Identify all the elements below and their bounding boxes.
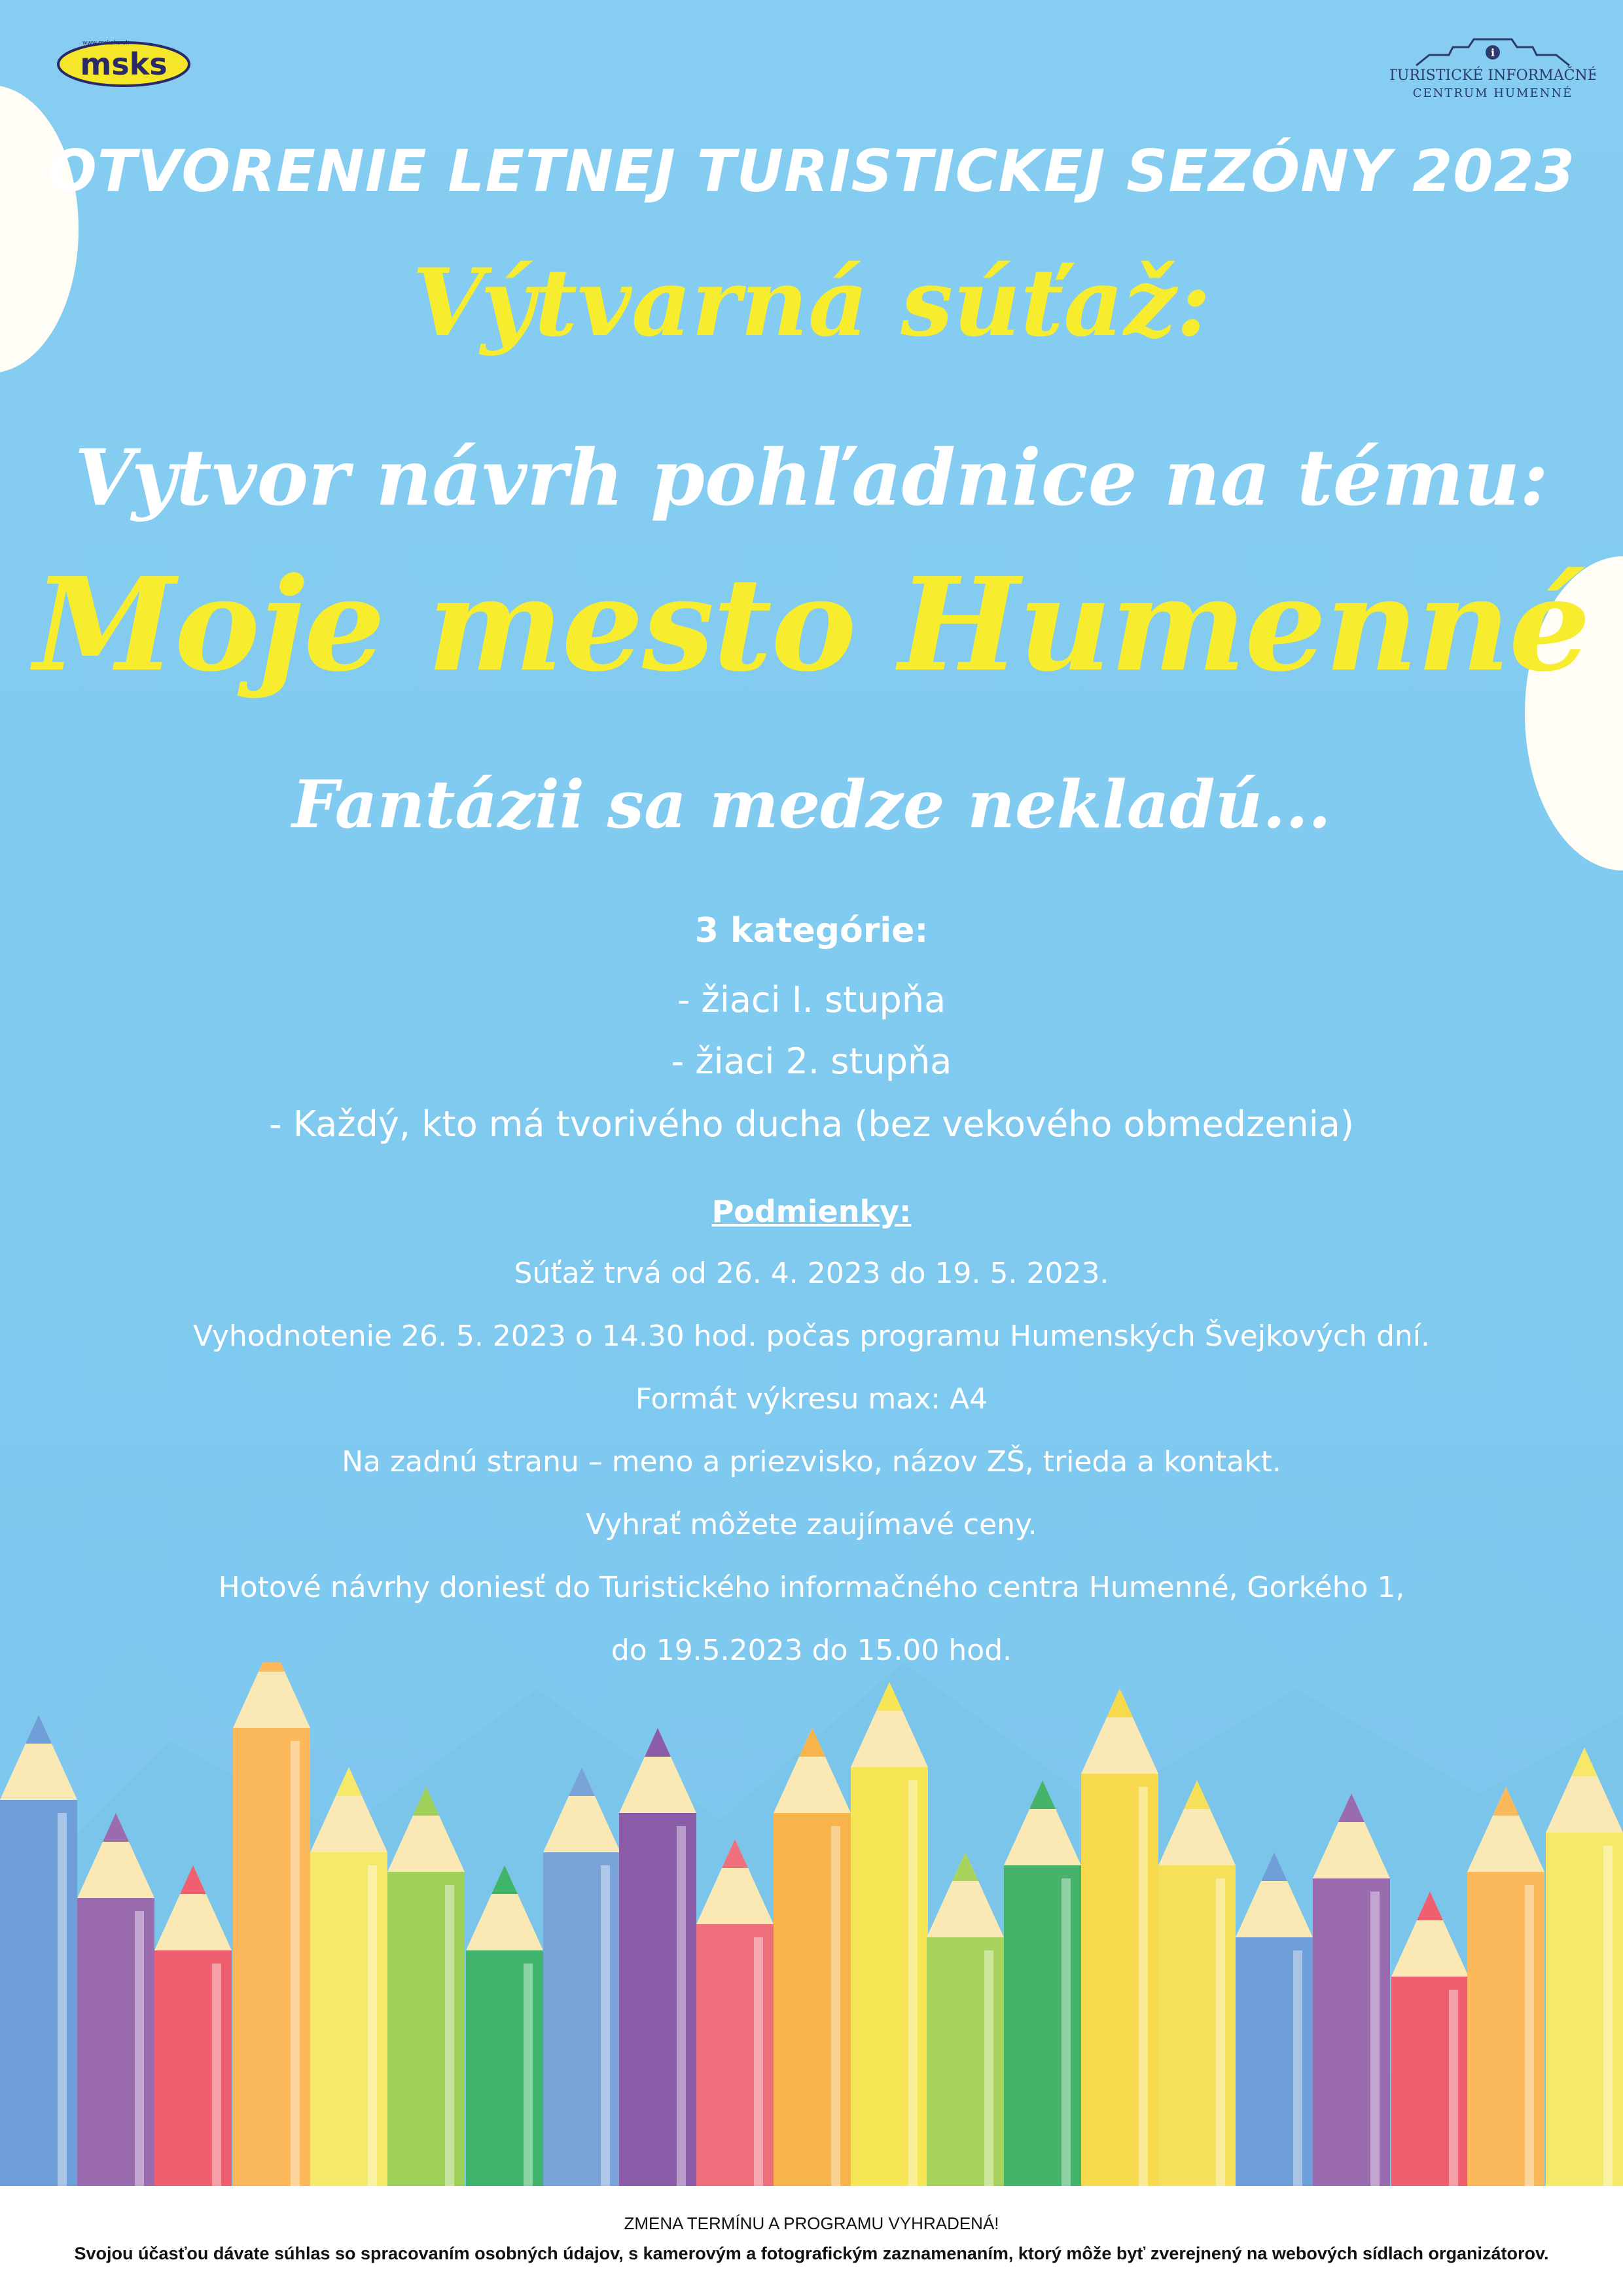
motto-heading: Fantázii sa medze nekladú... [292,766,1331,843]
condition-item: Vyhrať môžete zaujímavé ceny. [586,1508,1037,1541]
msks-logo-text: msks [80,46,168,82]
pencil [851,1682,928,2186]
pencil [1313,1793,1390,2186]
category-item: - žiaci I. stupňa [677,979,946,1020]
conditions-title: Podmienky: [711,1194,912,1229]
pencil [1081,1689,1158,2186]
pencil [774,1728,851,2186]
pencil [1391,1892,1469,2186]
pencil [233,1662,310,2186]
tic-logo-line1: TURISTICKÉ INFORMAČNÉ [1390,67,1596,84]
tic-logo [1390,33,1596,103]
svg-text:i: i [1490,46,1495,59]
pencil [387,1787,465,2186]
competition-heading: Výtvarná súťaž: [412,249,1211,357]
condition-item: Hotové návrhy doniesť do Turistického informačného centra Humenné, Gorkého 1, [218,1571,1405,1604]
theme-heading: Moje mesto Humenné [33,550,1590,700]
condition-item: do 19.5.2023 do 15.00 hod. [611,1634,1012,1667]
categories-title: 3 kategórie: [694,911,929,950]
pencil [1004,1780,1081,2186]
condition-item: Formát výkresu max: A4 [635,1382,988,1416]
pencil [466,1865,543,2186]
pencil [310,1767,387,2186]
pencil [927,1852,1004,2186]
pencil [1467,1787,1544,2186]
tic-logo-line2: CENTRUM HUMENNÉ [1412,86,1573,100]
pencil [1158,1780,1236,2186]
pencil [1546,1748,1623,2186]
msks-logo-url: www.msksha.sk [82,40,130,46]
pencil [543,1767,620,2186]
condition-item: Vyhodnotenie 26. 5. 2023 o 14.30 hod. počas programu Humenských Švejkových dní. [192,1319,1431,1353]
season-heading: OTVORENIE LETNEJ TURISTICKEJ SEZÓNY 2023 [47,137,1575,205]
pencils-illustration [0,1662,1623,2186]
msks-logo [56,37,191,88]
pencil [154,1865,232,2186]
pencil [619,1728,696,2186]
pencil [77,1813,154,2186]
pencil [1236,1852,1313,2186]
category-item: - žiaci 2. stupňa [671,1041,952,1082]
pencil [0,1715,77,2186]
task-heading: Vytvor návrh pohľadnice na tému: [75,432,1548,523]
footer-consent: Svojou účasťou dávate súhlas so spracovaním osobných údajov, s kamerovým a fotografickým zaznamenaním, ktorý môže byť zverejnený na webových sídlach organizátorov. [74,2244,1549,2263]
condition-item: Na zadnú stranu – meno a priezvisko, názov ZŠ, trieda a kontakt. [342,1445,1281,1479]
condition-item: Súťaž trvá od 26. 4. 2023 do 19. 5. 2023. [514,1257,1109,1290]
pencil [696,1839,774,2186]
category-item: - Každý, kto má tvorivého ducha (bez vekového obmedzenia) [269,1103,1354,1145]
footer [0,2186,1623,2296]
footer-notice: ZMENA TERMÍNU A PROGRAMU VYHRADENÁ! [624,2214,999,2233]
